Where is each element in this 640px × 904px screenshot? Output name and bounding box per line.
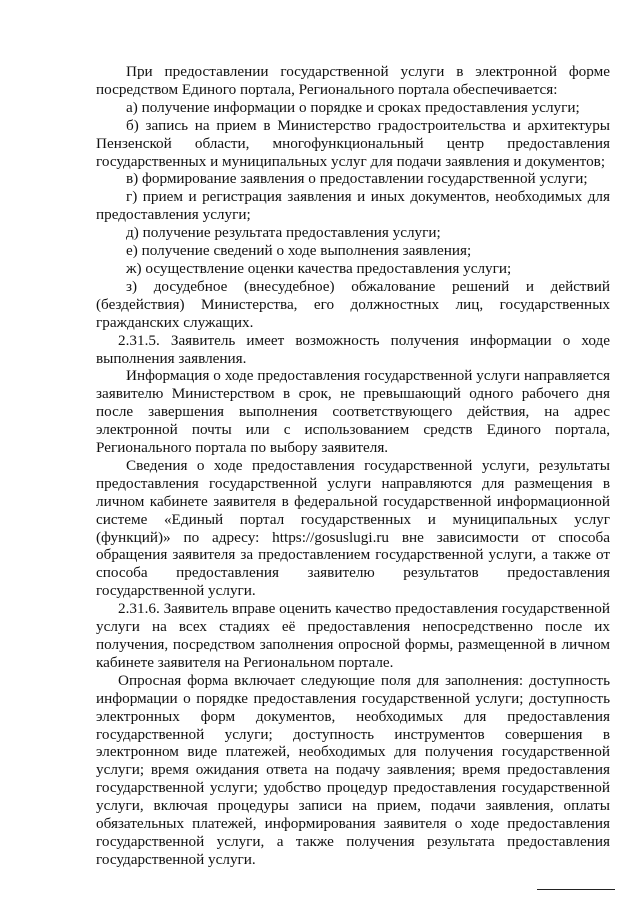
progress-info-paragraph: Информация о ходе предоставления государственной услуги направляется заявителю Министерством в срок, не превышающий одного рабочего дня после завершения выполнения соответствующего действия, на адрес электронной почты или с использованием средств Единого портала, Регионального портала по выбору заявителя. (96, 367, 610, 457)
list-item-z: з) досудебное (внесудебное) обжалование решений и действий (бездействия) Министерства, его должностных лиц, государственных гражданских служащих. (96, 277, 610, 331)
list-item-b: б) запись на прием в Министерство градостроительства и архитектуры Пензенской области, многофункциональный центр предоставления государственных и муниципальных услуг для подачи заявления и документов; (96, 116, 610, 170)
footer-divider (537, 889, 615, 890)
personal-cabinet-paragraph: Сведения о ходе предоставления государственной услуги, результаты предоставления государственной услуги направляются для размещения в личном кабинете заявителя в федеральной государственной информационной системе «Единый портал государственных и муниципальных услуг (функций)» по адресу: https://gosuslugi.ru вне зависимости от способа обращения заявителя за предоставлением государственной услуги, а также от способа предоставления заявителю результатов предоставления государственной услуги. (96, 456, 610, 600)
list-item-a: а) получение информации о порядке и сроках предоставления услуги; (126, 98, 580, 116)
section-2-31-5: 2.31.5. Заявитель имеет возможность получения информации о ходе выполнения заявления. (96, 331, 610, 367)
list-item-g: г) прием и регистрация заявления и иных документов, необходимых для предоставления услуги; (96, 188, 610, 224)
list-item-zh: ж) осуществление оценки качества предоставления услуги; (126, 259, 512, 277)
intro-paragraph: При предоставлении государственной услуги в электронной форме посредством Единого портала, Регионального портала обеспечивается: (96, 63, 610, 98)
survey-form-paragraph: Опросная форма включает следующие поля для заполнения: доступность информации о порядке предоставления государственной услуги; доступность электронных форм документов, необходимых для предоставления государственной услуги; доступность инструментов совершения в электронном виде платежей, необходимых для получения государственной услуги; время ожидания ответа на подачу заявления; время предоставления государственной услуги; удобство процедур предоставления государственной услуги, включая процедуры записи на прием, подачи заявления, оплаты обязательных платежей, информирования заявителя о ходе предоставления государственной услуги, а также получения результата предоставления государственной услуги. (96, 671, 610, 868)
list-item-v: в) формирование заявления о предоставлении государственной услуги; (126, 170, 588, 188)
list-item-e: е) получение сведений о ходе выполнения заявления; (126, 242, 472, 260)
list-item-d: д) получение результата предоставления услуги; (126, 224, 441, 242)
section-2-31-6: 2.31.6. Заявитель вправе оценить качество предоставления государственной услуги на всех стадиях её предоставления непосредственно после их получения, посредством заполнения опросной формы, размещенной в личном кабинете заявителя на Региональном портале. (96, 600, 610, 671)
document-page (96, 63, 610, 869)
